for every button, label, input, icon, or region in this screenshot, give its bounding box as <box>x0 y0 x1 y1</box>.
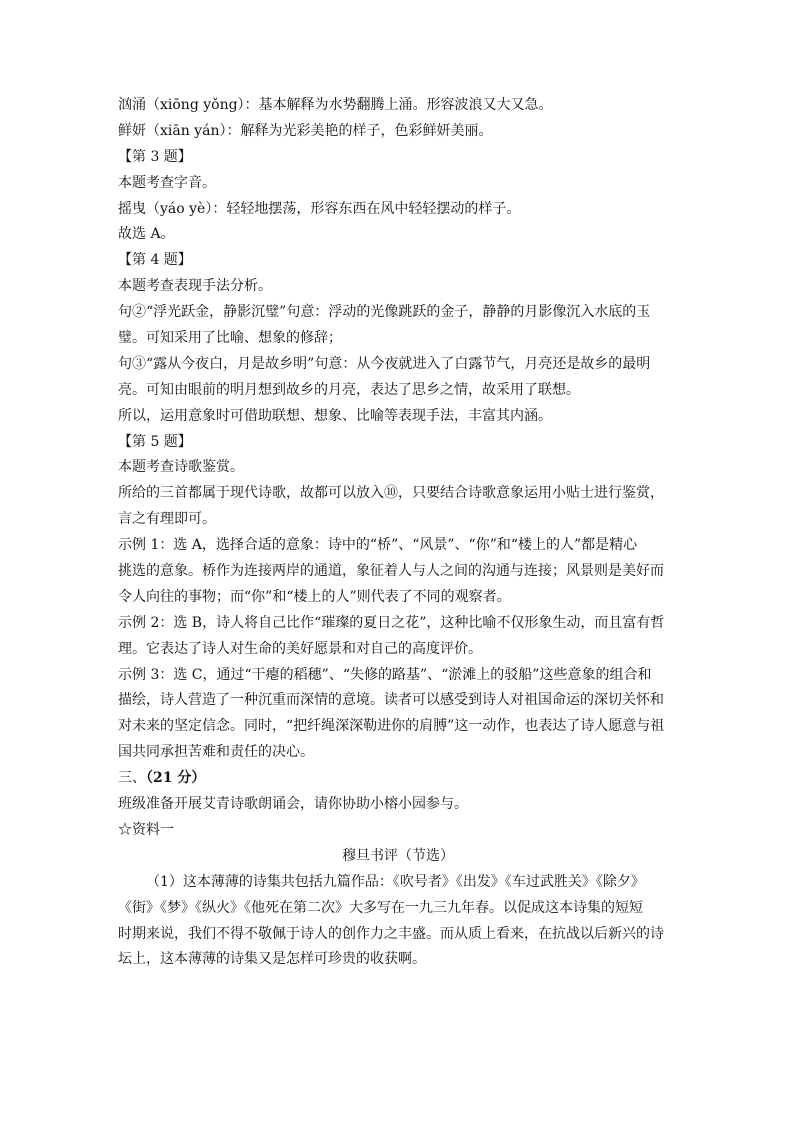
text-line: 所以，运用意象时可借助联想、想象、比喻等表现手法，丰富其内涵。 <box>118 407 552 424</box>
text-line: 汹涌（xiōng yǒng）：基本解释为水势翻腾上涌。形容波浪又大又急。 <box>118 97 553 113</box>
question-heading: 【第 4 题】 <box>118 252 192 269</box>
section-intro: 班级准备开展艾青诗歌朗诵会，请你协助小榕小园参与。 <box>118 796 468 813</box>
text-line: 摇曳（yáo yè）：轻轻地摆荡，形容东西在风中轻轻摆动的样子。 <box>118 200 521 217</box>
text-line: 句③“露从今夜白，月是故乡明”句意：从今夜就进入了白露节气，月亮还是故乡的最明 <box>118 355 651 372</box>
question-heading: 【第 3 题】 <box>118 148 192 165</box>
text-line: 本题考查字音。 <box>118 174 216 191</box>
text-line: 理。它表达了诗人对生命的美好愿景和对自己的高度评价。 <box>118 640 482 657</box>
section-score: （21 分） <box>146 770 206 787</box>
text-line: 示例 3：选 C，通过“干瘪的稻穗”、“失修的路基”、“淤滩上的驳船”这些意象的组合和 <box>118 666 652 683</box>
question-heading: 【第 5 题】 <box>118 433 192 450</box>
material-label: ☆资料一 <box>118 821 174 838</box>
article-line: 坛上，这本薄薄的诗集又是怎样可珍贵的收获啊。 <box>118 951 426 968</box>
text-line: 描绘，诗人营造了一种沉重而深情的意境。读者可以感受到诗人对祖国命运的深切关怀和 <box>118 692 664 709</box>
answer-text-block <box>118 93 678 973</box>
text-line: 对未来的坚定信念。同时，“把纤绳深深勒进你的肩膊”这一动作，也表达了诗人愿意与祖 <box>118 718 665 735</box>
text-line: 鲜妍（xiān yán）：解释为光彩美艳的样子，色彩鲜妍美丽。 <box>118 122 493 139</box>
text-line: 令人向往的事物；而“你”和“楼上的人”则代表了不同的观察者。 <box>118 588 511 605</box>
text-line: 所给的三首都属于现代诗歌，故都可以放入⑩，只要结合诗歌意象运用小贴士进行鉴赏， <box>118 485 664 502</box>
text-line: 言之有理即可。 <box>118 511 216 528</box>
text-line: 示例 2：选 B，诗人将自己比作“璀璨的夏日之花”，这种比喻不仅形象生动，而且富有哲 <box>118 614 665 631</box>
text-line: 亮。可知由眼前的明月想到故乡的月亮，表达了思乡之情，故采用了联想。 <box>118 381 580 398</box>
text-line: 璧。可知采用了比喻、想象的修辞； <box>118 330 342 347</box>
article-line: （1）这本薄薄的诗集共包括九篇作品：《吹号者》《出发》《车过武胜关》《除夕》 <box>146 873 645 890</box>
article-line: 《街》《梦》《纵火》《他死在第二次》大多写在一九三九年春。以促成这本诗集的短短 <box>118 899 643 916</box>
text-line: 本题考查表现手法分析。 <box>118 278 272 295</box>
text-line: 句②“浮光跃金，静影沉璧”句意：浮动的光像跳跃的金子，静静的月影像沉入水底的玉 <box>118 304 651 321</box>
text-line: 本题考查诗歌鉴赏。 <box>118 459 244 476</box>
text-line: 故选 A。 <box>118 226 175 243</box>
section-heading <box>118 766 678 792</box>
text-line: 国共同承担苦难和责任的决心。 <box>118 744 314 761</box>
section-number: 三、 <box>118 770 146 787</box>
text-line: 示例 1：选 A，选择合适的意象：诗中的“桥”、“风景”、“你”和“楼上的人”都是精心 <box>118 537 638 554</box>
article-line: 时期来说，我们不得不敬佩于诗人的创作力之丰盛。而从质上看来，在抗战以后新兴的诗 <box>118 925 664 942</box>
article-title: 穆旦书评（节选） <box>342 847 454 864</box>
text-line: 挑选的意象。桥作为连接两岸的通道，象征着人与人之间的沟通与连接；风景则是美好而 <box>118 563 664 580</box>
